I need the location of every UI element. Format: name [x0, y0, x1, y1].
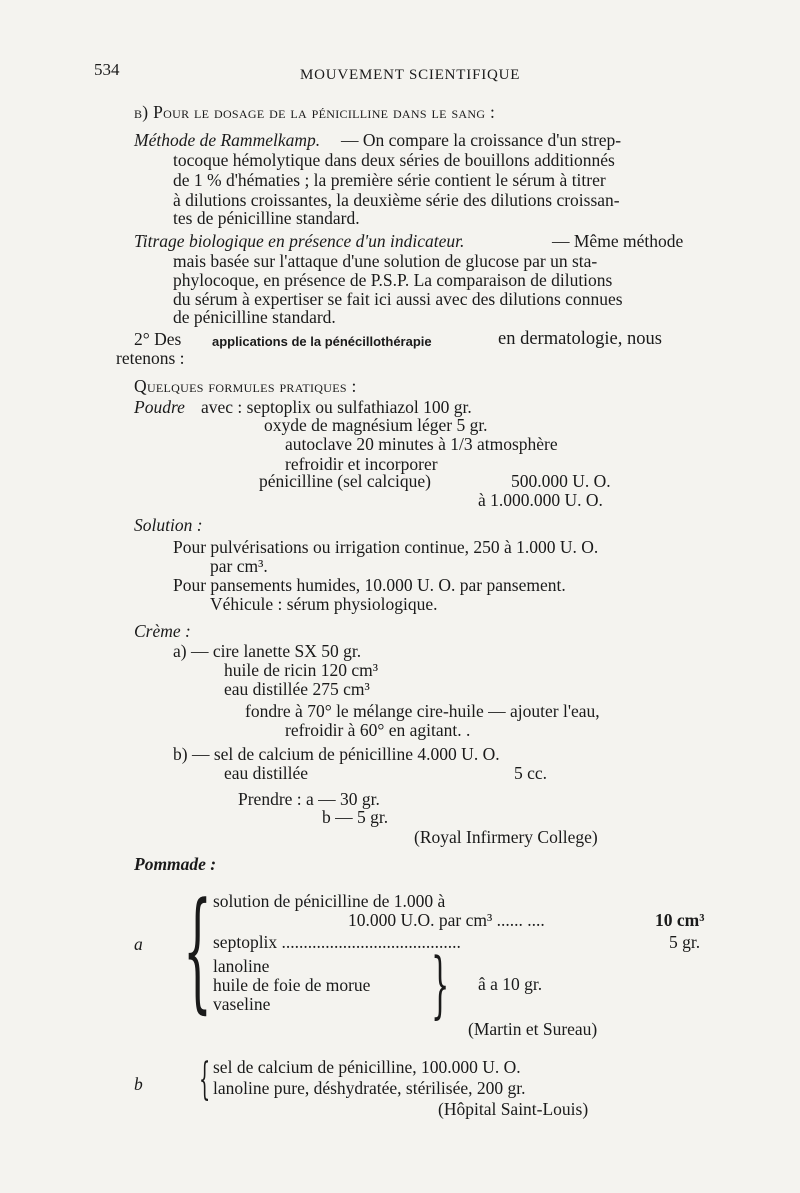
pommade-a-label: a — [134, 934, 143, 954]
creme-a-line: fondre à 70° le mélange cire-huile — ajouter l'eau, — [245, 701, 600, 721]
poudre-line: pénicilline (sel calcique) — [259, 471, 432, 491]
method1-line: de 1 % d'hématies ; la première série contient le sérum à titrer — [173, 170, 606, 190]
solution-line: par cm³. — [210, 556, 268, 576]
creme-a-line: huile de ricin 120 cm³ — [224, 660, 378, 680]
method2-line: du sérum à expertiser se fait ici aussi avec des dilutions connues — [173, 289, 623, 309]
section2-line2: retenons : — [116, 348, 185, 368]
creme-b-line: b) — sel de calcium de pénicilline 4.000 U. O. — [173, 744, 500, 764]
small-brace: { — [199, 1054, 211, 1105]
poudre-line: à 1.000.000 U. O. — [478, 490, 603, 510]
pommade-a-line: septoplix ......................................... — [213, 932, 461, 952]
creme-label: Crème : — [134, 621, 191, 641]
method1-line: à dilutions croissantes, la deuxième série des dilutions croissan- — [173, 190, 620, 210]
section2-suffix: en dermatologie, nous — [498, 329, 662, 349]
method2-line: phylocoque, en présence de P.S.P. La comparaison de dilutions — [173, 270, 613, 290]
pommade-a-line: solution de pénicilline de 1.000 à — [213, 891, 446, 911]
poudre-label: Poudre — [134, 397, 185, 417]
page-number: 534 — [94, 60, 120, 79]
pommade-label: Pommade : — [134, 854, 217, 874]
poudre-line: avec : septoplix ou sulfathiazol 100 gr. — [201, 397, 472, 417]
running-title: MOUVEMENT SCIENTIFIQUE — [300, 67, 521, 83]
method2-line: de pénicilline standard. — [173, 307, 336, 327]
method2-line: mais basée sur l'attaque d'une solution de glucose par un sta- — [173, 251, 598, 271]
pommade-b-label: b — [134, 1074, 143, 1094]
section-b-title: b) Pour le dosage de la pénicilline dans le sang : — [134, 102, 496, 122]
pommade-a-line: 10 cm³ — [655, 910, 705, 930]
creme-a-line: eau distillée 275 cm³ — [224, 679, 370, 699]
poudre-line: 500.000 U. O. — [511, 471, 611, 491]
method2-line: — Même méthode — [552, 231, 684, 251]
method1-name: Méthode de Rammelkamp. — [134, 130, 321, 150]
pommade-b-line: sel de calcium de pénicilline, 100.000 U. O. — [213, 1057, 521, 1077]
creme-b-line: 5 cc. — [514, 763, 548, 783]
solution-line: Pour pulvérisations ou irrigation continue, 250 à 1.000 U. O. — [173, 537, 599, 557]
pommade-a-source: (Martin et Sureau) — [468, 1019, 598, 1039]
left-brace: { — [183, 874, 212, 1026]
right-brace: } — [431, 942, 450, 1026]
creme-prendre: b — 5 gr. — [322, 807, 389, 827]
solution-line: Véhicule : sérum physiologique. — [210, 594, 438, 614]
pommade-a-line: 5 gr. — [669, 932, 701, 952]
method2-name: Titrage biologique en présence d'un indicateur. — [134, 231, 465, 251]
pommade-b-source: (Hôpital Saint-Louis) — [438, 1099, 589, 1119]
section2-bold: applications de la pénécillothérapie — [212, 334, 432, 349]
method1-line: tocoque hémolytique dans deux séries de bouillons additionnés — [173, 150, 615, 170]
pommade-a-line: huile de foie de morue — [213, 975, 371, 995]
creme-source: (Royal Infirmery College) — [414, 827, 598, 847]
pommade-a-line: lanoline — [213, 956, 270, 976]
solution-label: Solution : — [134, 515, 203, 535]
solution-line: Pour pansements humides, 10.000 U. O. par pansement. — [173, 575, 566, 595]
formulas-title: Quelques formules pratiques : — [134, 376, 357, 396]
pommade-a-line: 10.000 U.O. par cm³ ...... .... — [348, 910, 545, 930]
method1-line: — On compare la croissance d'un strep- — [341, 130, 622, 150]
pommade-a-line: vaseline — [213, 994, 271, 1014]
section2-prefix: 2° Des — [134, 329, 182, 349]
creme-a-line: refroidir à 60° en agitant. . — [285, 720, 471, 740]
poudre-line: refroidir et incorporer — [285, 454, 438, 474]
pommade-a-line: â a 10 gr. — [478, 974, 543, 994]
poudre-line: autoclave 20 minutes à 1/3 atmosphère — [285, 434, 558, 454]
method1-line: tes de pénicilline standard. — [173, 208, 360, 228]
creme-prendre: Prendre : a — 30 gr. — [238, 789, 380, 809]
poudre-line: oxyde de magnésium léger 5 gr. — [264, 415, 488, 435]
creme-b-line: eau distillée — [224, 763, 309, 783]
creme-a-line: a) — cire lanette SX 50 gr. — [173, 641, 362, 661]
pommade-b-line: lanoline pure, déshydratée, stérilisée, 200 gr. — [213, 1078, 526, 1098]
